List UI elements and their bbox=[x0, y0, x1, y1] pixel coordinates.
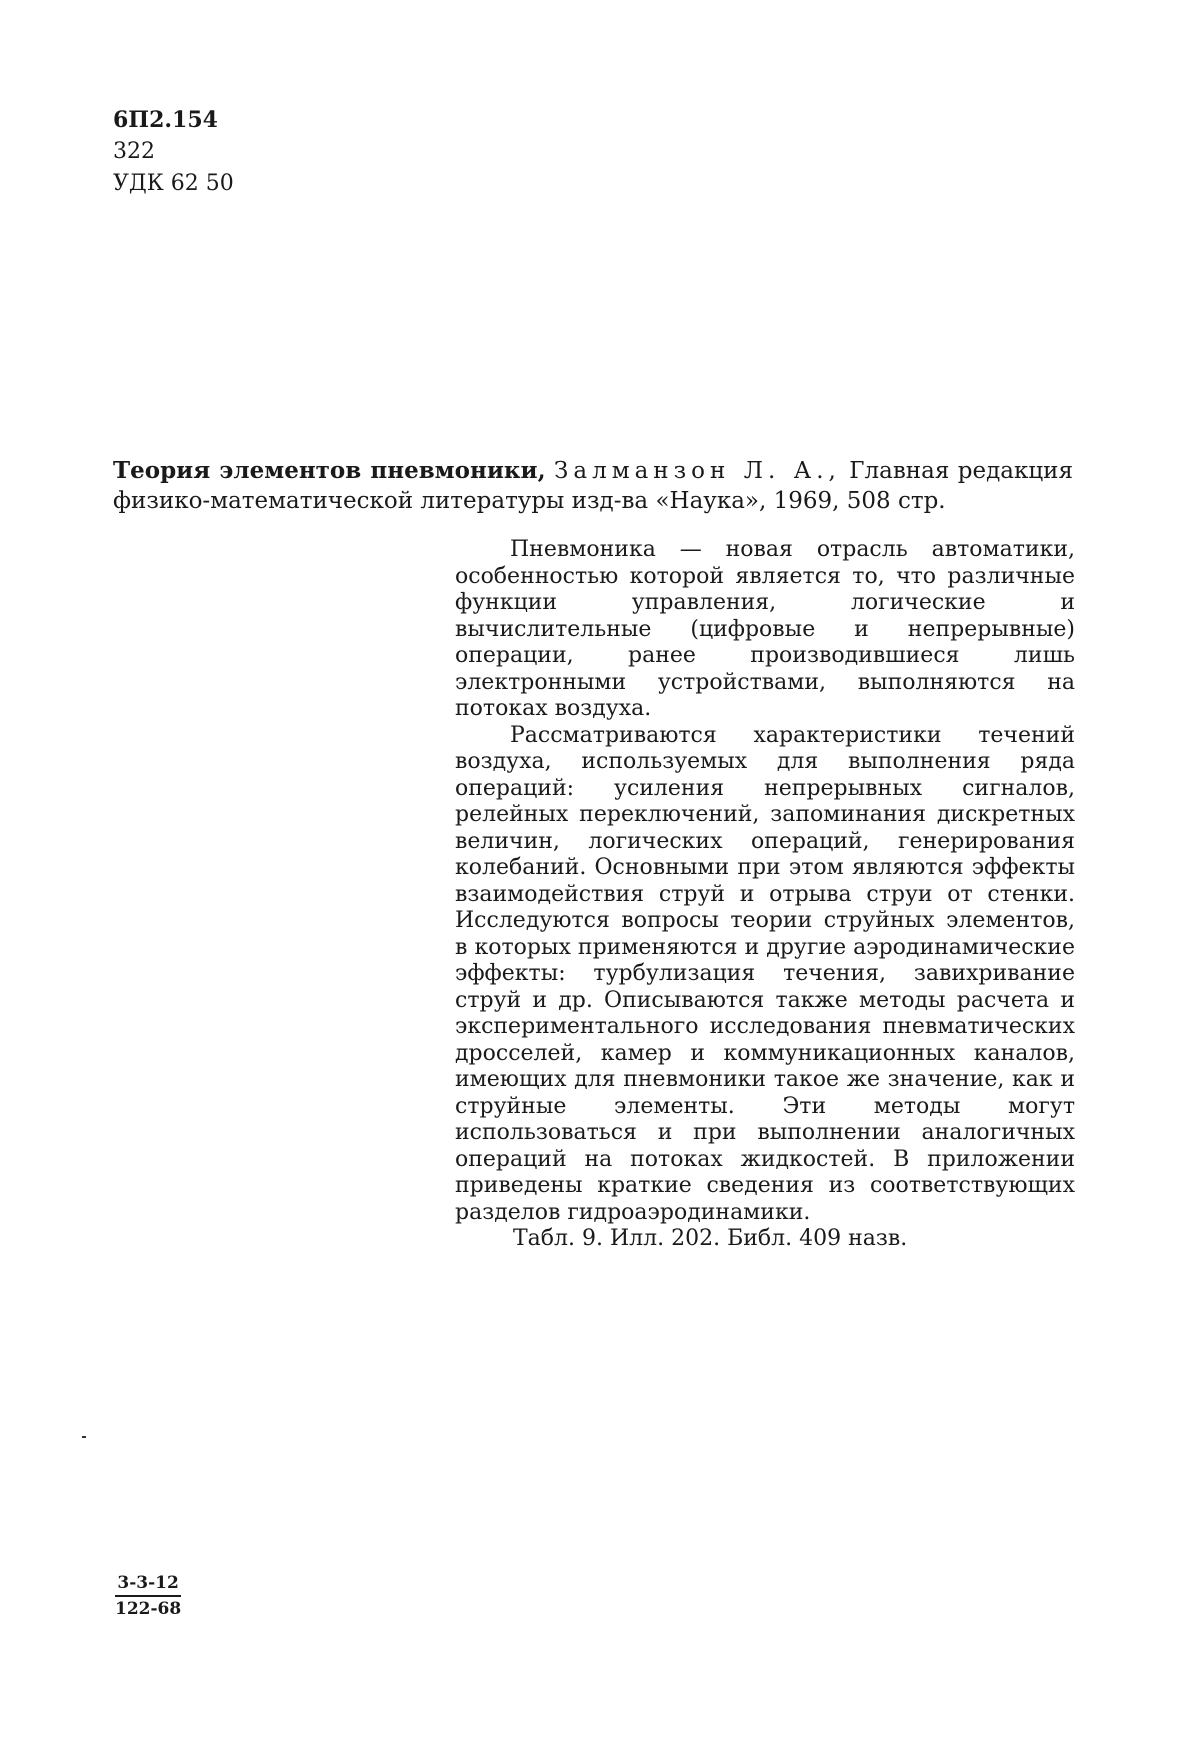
abstract-paragraph-1: Пневмоника — новая отрасль автоматики, особенностью которой является то, что различные функции управления, логические и вычислительные (цифровые и непрерывные) операции, ранее производившиеся лишь электронными устройствами, выполняются на потоках воздуха. bbox=[455, 537, 1075, 721]
abstract-paragraph-2: Рассматриваются характеристики течений воздуха, используемых для выполнения ряда операций: усиления непрерывных сигналов, релейных переключений, запоминания дискретных величин, логических операций, генерирования колебаний. Основными при этом являются эффекты взаимодействия струй и отрыва струи от стенки. Исследуются вопросы теории струйных элементов, в которых применяются и другие аэродинамические эффекты: турбулизация течения, завихривание струй и др. Описываются также методы расчета и экспериментального исследования пневматических дросселей, камер и коммуникационных каналов, имеющих для пневмоники такое же значение, как и струйные элементы. Эти методы могут использоваться и при выполнении аналогичных операций на потоках жидкостей. В приложении приведены краткие сведения из соответствующих разделов гидроаэродинамики. bbox=[455, 722, 1075, 1225]
publisher-info: Главная редакция физико-математической литературы изд-ва «Наука», 1969, 508 стр. bbox=[113, 458, 1074, 514]
stray-print-mark bbox=[82, 1436, 86, 1438]
bbk-code: 6П2.154 bbox=[113, 107, 218, 133]
book-title: Теория элементов пневмоники, bbox=[113, 457, 546, 484]
book-author: Залманзон Л. А., bbox=[554, 458, 841, 484]
index-code-numerator: 3-3-12 bbox=[115, 1572, 181, 1597]
udc-code: УДК 62 50 bbox=[113, 171, 234, 196]
bibliographic-citation bbox=[113, 456, 1073, 516]
classification-block bbox=[113, 104, 234, 200]
catalog-number: 322 bbox=[113, 139, 155, 164]
index-code bbox=[115, 1572, 181, 1620]
index-code-denominator: 122-68 bbox=[115, 1599, 182, 1619]
abstract bbox=[455, 537, 1075, 1253]
abstract-stats: Табл. 9. Илл. 202. Библ. 409 назв. bbox=[513, 1226, 908, 1251]
